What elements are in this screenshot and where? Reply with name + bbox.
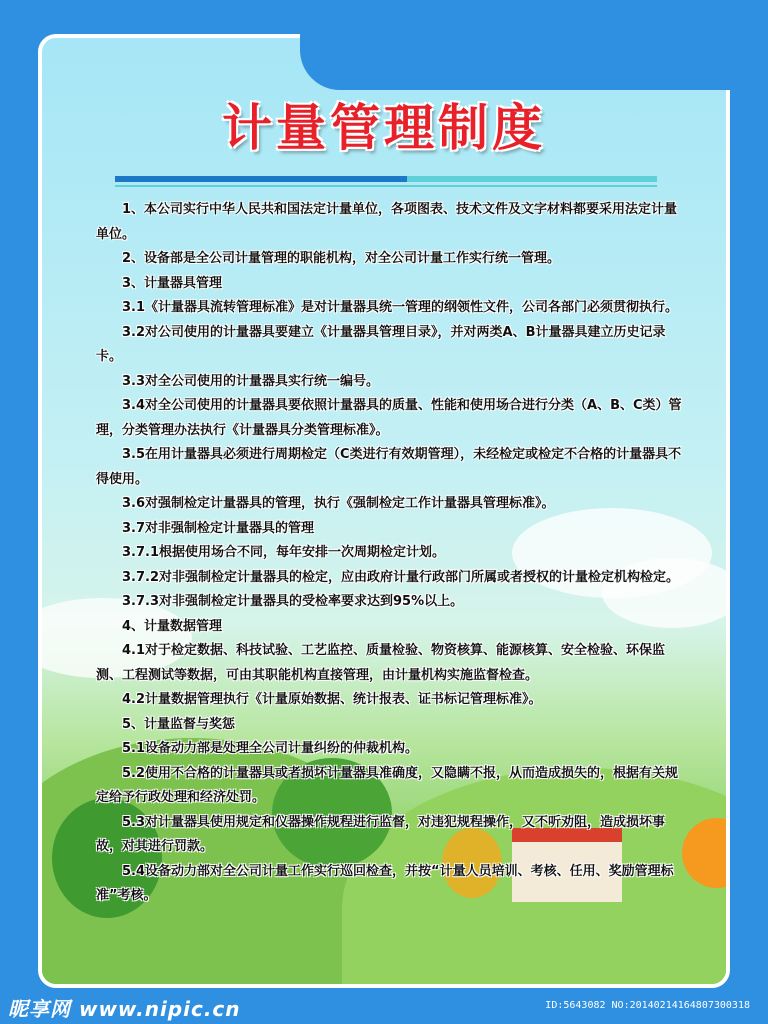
paragraph: 2、设备部是全公司计量管理的职能机构，对全公司计量工作实行统一管理。 [122,251,561,266]
paragraph: 5.2使用不合格的计量器具或者损坏计量器具准确度，又隐瞒不报，从而造成损失的，根据有关规定给予行政处理和经济处罚。 [96,765,679,805]
paragraph: 5.4设备动力部对全公司计量工作实行巡回检查，并按“计量人员培训、考核、任用、奖励管理标准”考核。 [96,863,674,903]
paragraph: 5.3对计量器具使用规定和仪器操作规程进行监督，对违犯规程操作，又不听劝阻，造成损坏事故，对其进行罚款。 [96,814,666,854]
title-rule-dark [115,176,407,182]
regulation-text [96,198,688,909]
paragraph: 4.2计量数据管理执行《计量原始数据、统计报表、证书标记管理标准》。 [122,692,542,707]
paragraph: 3.7.3对非强制检定计量器具的受检率要求达到95%以上。 [122,594,464,609]
paragraph: 3.1《计量器具流转管理标准》是对计量器具统一管理的纲领性文件，公司各部门必须贯彻执行。 [122,300,679,315]
panel-tab-notch [300,34,730,90]
paragraph: 3.7对非强制检定计量器具的管理 [122,520,315,536]
paragraph: 5、计量监督与奖惩 [122,716,236,732]
paragraph: 3.4对全公司使用的计量器具要依照计量器具的质量、性能和使用场合进行分类（A、B、C类）管理，分类管理办法执行《计量器具分类管理标准》。 [96,398,682,438]
title-rule-thin [115,185,657,187]
paragraph: 4、计量数据管理 [122,618,223,634]
page-title: 计量管理制度 [222,98,546,157]
paragraph: 5.1设备动力部是处理全公司计量纠纷的仲裁机构。 [122,741,419,756]
paragraph: 3.6对强制检定计量器具的管理，执行《强制检定工作计量器具管理标准》。 [122,496,555,511]
paragraph: 3.5在用计量器具必须进行周期检定（C类进行有效期管理），未经检定或检定不合格的计量器具不得使用。 [96,447,682,487]
paragraph: 4.1对于检定数据、科技试验、工艺监控、质量检验、物资核算、能源核算、安全检验、环保监测、工程测试等数据，可由其职能机构直接管理，由计量机构实施监督检查。 [96,643,666,683]
paragraph: 3.2对公司使用的计量器具要建立《计量器具管理目录》，并对两类A、B计量器具建立历史记录卡。 [96,324,666,364]
paragraph: 1、本公司实行中华人民共和国法定计量单位，各项图表、技术文件及文字材料都要采用法定计量单位。 [96,202,678,242]
paragraph: 3.3对全公司使用的计量器具实行统一编号。 [122,373,380,389]
paragraph: 3、计量器具管理 [122,275,223,291]
paragraph: 3.7.2对非强制检定计量器具的检定，应由政府计量行政部门所属或者授权的计量检定机构检定。 [122,569,680,585]
image-id-label: ID:5643082 NO:20140214164807300318 [545,1000,750,1011]
paragraph: 3.7.1根据使用场合不同，每年安排一次周期检定计划。 [122,545,446,560]
watermark-logo: 昵享网 www.nipic.cn [8,997,241,1021]
title-rule-light [407,176,657,182]
